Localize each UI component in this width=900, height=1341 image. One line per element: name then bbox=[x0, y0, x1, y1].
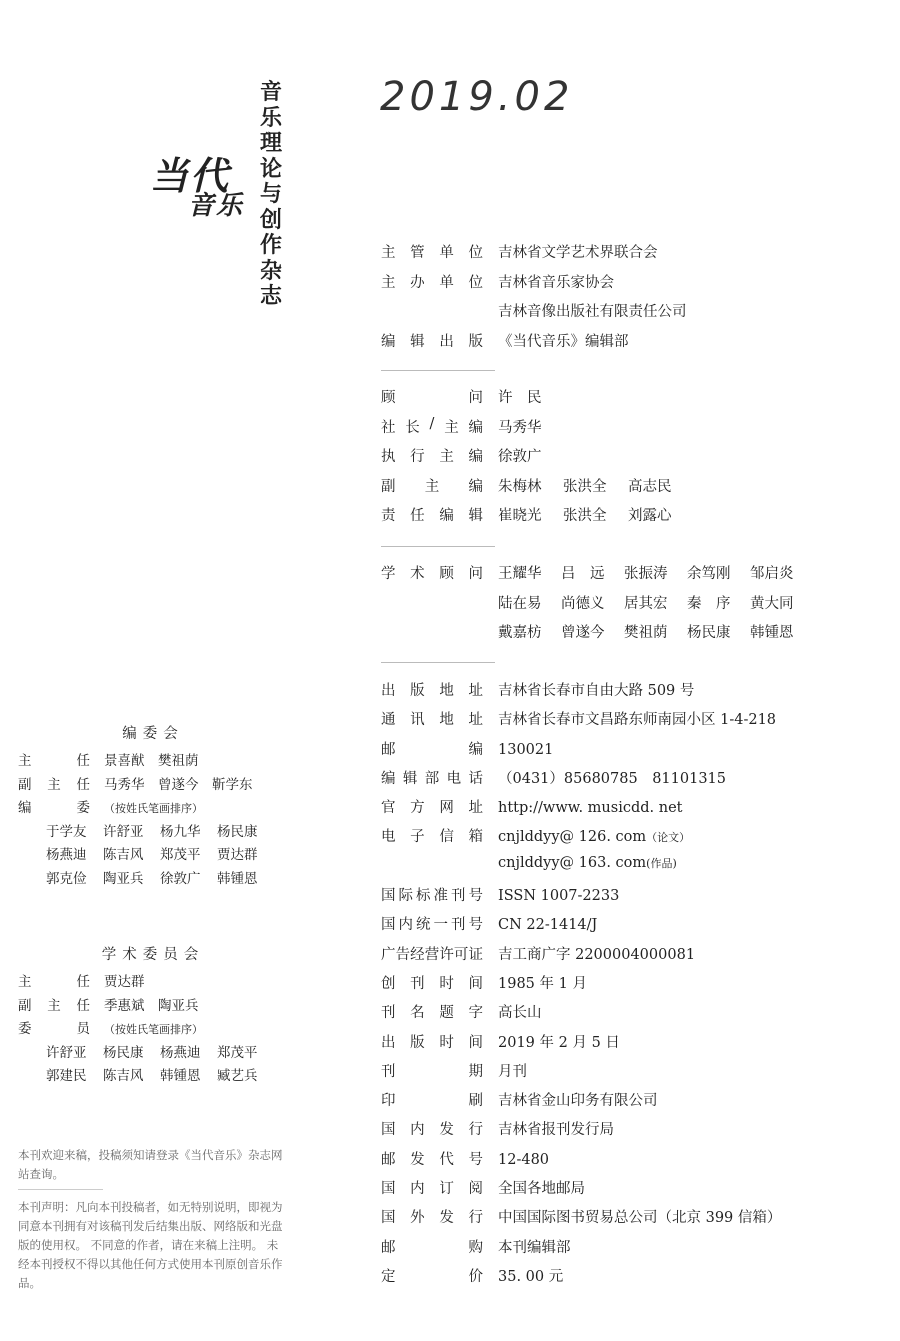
advisors-block bbox=[381, 562, 813, 651]
advisor-name: 陆在易 bbox=[498, 595, 542, 612]
field-value: 2019 年 2 月 5 日 bbox=[498, 1034, 620, 1051]
member-name: 郑茂平 bbox=[160, 847, 201, 863]
advisor-name: 邹启炎 bbox=[750, 566, 794, 582]
field-label: 刊 期 bbox=[381, 1063, 483, 1080]
info-row bbox=[381, 825, 781, 854]
field-value: 月刊 bbox=[498, 1063, 527, 1080]
committee-title: 编委会 bbox=[122, 726, 184, 742]
field-label: 邮 编 bbox=[381, 741, 483, 758]
field-label: 创 刊 时 间 bbox=[381, 975, 483, 992]
advisor-name: 戴嘉枋 bbox=[498, 625, 542, 641]
member-row bbox=[18, 867, 288, 891]
member-name: 许舒亚 bbox=[103, 823, 144, 840]
field-value: 吉林省长春市自由大路 509 号 bbox=[498, 683, 695, 699]
field-label: 国 际 标 准 刊 号 bbox=[381, 888, 483, 905]
field-label: 印 刷 bbox=[381, 1093, 483, 1110]
staff-name: 马秀华 bbox=[498, 419, 542, 436]
field-note: (作品) bbox=[646, 856, 677, 870]
field-label: 电 子 信 箱 bbox=[381, 829, 483, 846]
field-value: 吉林省音乐家协会 bbox=[498, 274, 614, 291]
field-label: 出 版 时 间 bbox=[381, 1034, 483, 1051]
member-name: 臧艺兵 bbox=[217, 1068, 258, 1084]
field-label: 出 版 地 址 bbox=[381, 683, 483, 699]
committee-row bbox=[18, 749, 288, 773]
info-row bbox=[381, 913, 781, 942]
info-row bbox=[381, 1265, 781, 1294]
staff-name: 刘露心 bbox=[628, 508, 672, 524]
advisor-name: 张振涛 bbox=[624, 566, 668, 582]
advisor-name: 杨民康 bbox=[687, 625, 731, 641]
field-note: （论文） bbox=[646, 831, 691, 845]
member-name: 杨燕迪 bbox=[46, 847, 87, 863]
member-names: 马秀华 曾遂今 靳学东 bbox=[104, 776, 253, 793]
member-name: 韩锺恩 bbox=[217, 870, 258, 887]
field-value: 本刊编辑部 bbox=[498, 1239, 571, 1256]
staff-row bbox=[381, 386, 693, 416]
committee-row bbox=[18, 994, 288, 1018]
member-name: 郭克俭 bbox=[46, 870, 87, 887]
staff-name: 许 民 bbox=[498, 390, 542, 406]
staff-name: 崔晓光 bbox=[498, 508, 542, 524]
order-note: （按姓氏笔画排序） bbox=[104, 1023, 203, 1036]
field-value: 吉林省长春市文昌路东师南园小区 1-4-218 bbox=[498, 712, 777, 729]
field-label: 定 价 bbox=[381, 1268, 483, 1285]
info-row bbox=[381, 884, 781, 913]
info-row bbox=[381, 1236, 781, 1265]
member-name: 陶亚兵 bbox=[103, 870, 144, 887]
note-separator bbox=[18, 1189, 103, 1190]
committee-row bbox=[18, 970, 288, 994]
member-row bbox=[18, 843, 288, 867]
field-label: 执 行 主 编 bbox=[381, 449, 483, 465]
staff-name: 朱梅林 bbox=[498, 478, 542, 495]
field-value: http://www. musicdd. net bbox=[498, 800, 683, 817]
info-row bbox=[381, 1118, 781, 1147]
member-row bbox=[18, 1041, 288, 1065]
field-value: 35. 00 元 bbox=[498, 1268, 564, 1285]
order-note: （按姓氏笔画排序） bbox=[104, 802, 203, 815]
pub-row bbox=[381, 241, 687, 271]
advisor-row bbox=[381, 621, 813, 651]
field-value: 中国国际图书贸易总公司（北京 399 信箱） bbox=[498, 1210, 782, 1227]
pub-row bbox=[381, 300, 687, 330]
field-value: 吉林省金山印务有限公司 bbox=[498, 1093, 658, 1110]
field-label: 主 任 bbox=[18, 753, 90, 769]
committee-title: 学术委员会 bbox=[101, 947, 205, 963]
advisor-name: 秦 序 bbox=[687, 595, 731, 612]
field-label: 顾 问 bbox=[381, 390, 483, 406]
field-label: 通 讯 地 址 bbox=[381, 712, 483, 729]
field-value: CN 22-1414/J bbox=[498, 917, 598, 934]
info-row bbox=[381, 679, 781, 708]
pub-row bbox=[381, 330, 687, 360]
member-names: 景喜猷 樊祖荫 bbox=[104, 753, 199, 769]
field-label: 编 委 bbox=[18, 800, 90, 816]
info-row bbox=[381, 972, 781, 1001]
advisor-row bbox=[381, 592, 813, 622]
info-row bbox=[381, 943, 781, 972]
info-row bbox=[381, 738, 781, 767]
submission-note: 本刊欢迎来稿，投稿须知请登录《当代音乐》杂志网站查询。 bbox=[18, 1148, 283, 1181]
field-value: cnjlddyy@ 126. com bbox=[498, 829, 647, 846]
member-name: 许舒亚 bbox=[46, 1044, 87, 1061]
staff-name: 徐敦广 bbox=[498, 449, 542, 465]
field-value: 全国各地邮局 bbox=[498, 1181, 585, 1198]
advisor-name: 居其宏 bbox=[624, 595, 668, 612]
publisher-block bbox=[381, 241, 687, 359]
copyright-note: 本刊声明：凡向本刊投稿者，如无特别说明，即视为同意本刊拥有对该稿刊发后结集出版、网络版和光盘版的使用权。 不同意的作者，请在来稿上注明。 未经本刊授权不得以其他任何方式使用本刊原创音乐作品。 bbox=[18, 1200, 283, 1290]
info-row bbox=[381, 796, 781, 825]
advisor-name: 尚德义 bbox=[561, 595, 605, 612]
member-name: 徐敦广 bbox=[160, 870, 201, 887]
member-names: 贾达群 bbox=[104, 974, 145, 990]
staff-row bbox=[381, 445, 693, 475]
pub-row bbox=[381, 271, 687, 301]
field-value: 12-480 bbox=[498, 1151, 550, 1168]
field-value: （0431）85680785 81101315 bbox=[498, 770, 727, 787]
logo-line-1: 当代 bbox=[150, 153, 231, 198]
field-value: ISSN 1007-2233 bbox=[498, 888, 620, 905]
field-label: 社 长 / 主 编 bbox=[381, 415, 483, 436]
editorial-board bbox=[18, 722, 288, 890]
info-row bbox=[381, 1089, 781, 1118]
info-row bbox=[381, 1177, 781, 1206]
staff-row bbox=[381, 475, 693, 505]
field-label: 编 辑 出 版 bbox=[381, 333, 483, 350]
field-value: 吉林省文学艺术界联合会 bbox=[498, 245, 658, 261]
member-name: 于学友 bbox=[46, 823, 87, 840]
info-row bbox=[381, 1148, 781, 1177]
separator bbox=[381, 370, 495, 371]
committee-row bbox=[18, 773, 288, 797]
field-label: 学 术 顾 问 bbox=[381, 566, 483, 582]
member-name: 郑茂平 bbox=[217, 1044, 258, 1061]
magazine-logo bbox=[150, 145, 245, 225]
field-value: cnjlddyy@ 163. com bbox=[498, 854, 647, 871]
advisor-name: 王耀华 bbox=[498, 566, 542, 582]
member-name: 郭建民 bbox=[46, 1068, 87, 1084]
staff-name: 张洪全 bbox=[563, 478, 607, 495]
field-label: 国 内 发 行 bbox=[381, 1122, 483, 1139]
field-label: 责 任 编 辑 bbox=[381, 508, 483, 524]
info-row bbox=[381, 1060, 781, 1089]
vertical-subtitle: 音乐理论与创作杂志 bbox=[259, 80, 282, 309]
advisor-name: 吕 远 bbox=[561, 566, 605, 582]
member-name: 贾达群 bbox=[217, 847, 258, 863]
committee-row bbox=[18, 1017, 288, 1041]
member-row bbox=[18, 1064, 288, 1088]
field-label: 编 辑 部 电 话 bbox=[381, 770, 483, 787]
info-row bbox=[381, 1206, 781, 1235]
field-label: 国 内 订 阅 bbox=[381, 1181, 483, 1198]
advisor-name: 樊祖荫 bbox=[624, 625, 668, 641]
field-label: 副 主 任 bbox=[18, 776, 90, 793]
field-label: 国 内 统 一 刊 号 bbox=[381, 917, 483, 934]
field-value: 1985 年 1 月 bbox=[498, 975, 587, 992]
field-label: 主 任 bbox=[18, 974, 90, 990]
info-row bbox=[381, 855, 781, 884]
field-label: 官 方 网 址 bbox=[381, 800, 483, 817]
member-name: 杨燕迪 bbox=[160, 1044, 201, 1061]
advisor-row bbox=[381, 562, 813, 592]
field-label: 委 员 bbox=[18, 1021, 90, 1037]
info-block bbox=[381, 679, 781, 1294]
issue-number: 2019.02 bbox=[380, 74, 574, 120]
member-name: 杨民康 bbox=[103, 1044, 144, 1061]
field-label: 国 外 发 行 bbox=[381, 1210, 483, 1227]
info-row bbox=[381, 767, 781, 796]
advisor-name: 韩锺恩 bbox=[750, 625, 794, 641]
member-name: 杨九华 bbox=[160, 823, 201, 840]
field-label: 主 办 单 位 bbox=[381, 274, 483, 291]
field-value: 吉林音像出版社有限责任公司 bbox=[498, 304, 687, 320]
field-label: 副 主 编 bbox=[381, 478, 483, 495]
logo-line-2: 音乐 bbox=[188, 191, 245, 221]
separator bbox=[381, 546, 495, 547]
field-label: 广 告 经 营 许 可 证 bbox=[381, 946, 483, 963]
staff-name: 高志民 bbox=[628, 478, 672, 495]
member-name: 杨民康 bbox=[217, 823, 258, 840]
member-name: 陈吉风 bbox=[103, 1068, 144, 1084]
field-value: 130021 bbox=[498, 741, 554, 758]
staff-name: 张洪全 bbox=[563, 508, 607, 524]
advisor-name: 余笃刚 bbox=[687, 566, 731, 582]
info-row bbox=[381, 1001, 781, 1030]
member-row bbox=[18, 820, 288, 844]
staff-row bbox=[381, 416, 693, 446]
info-row bbox=[381, 1031, 781, 1060]
field-label: 刊 名 题 字 bbox=[381, 1005, 483, 1022]
info-row bbox=[381, 708, 781, 737]
member-name: 陈吉风 bbox=[103, 847, 144, 863]
advisor-name: 曾遂今 bbox=[561, 625, 605, 641]
field-value: 吉林省报刊发行局 bbox=[498, 1122, 614, 1139]
field-value: 吉工商广字 2200004000081 bbox=[498, 946, 696, 963]
field-value: 高长山 bbox=[498, 1005, 542, 1022]
member-names: 季惠斌 陶亚兵 bbox=[104, 997, 199, 1014]
field-label: 邮 购 bbox=[381, 1239, 483, 1256]
academic-committee bbox=[18, 943, 288, 1088]
staff-block bbox=[381, 386, 693, 534]
staff-row bbox=[381, 504, 693, 534]
advisor-name: 黄大同 bbox=[750, 595, 794, 612]
member-name: 韩锺恩 bbox=[160, 1068, 201, 1084]
committee-row bbox=[18, 796, 288, 820]
field-value: 《当代音乐》编辑部 bbox=[498, 333, 629, 350]
field-label: 主 管 单 位 bbox=[381, 245, 483, 261]
field-label: 邮 发 代 号 bbox=[381, 1151, 483, 1168]
separator bbox=[381, 662, 495, 663]
field-label: 副 主 任 bbox=[18, 997, 90, 1014]
